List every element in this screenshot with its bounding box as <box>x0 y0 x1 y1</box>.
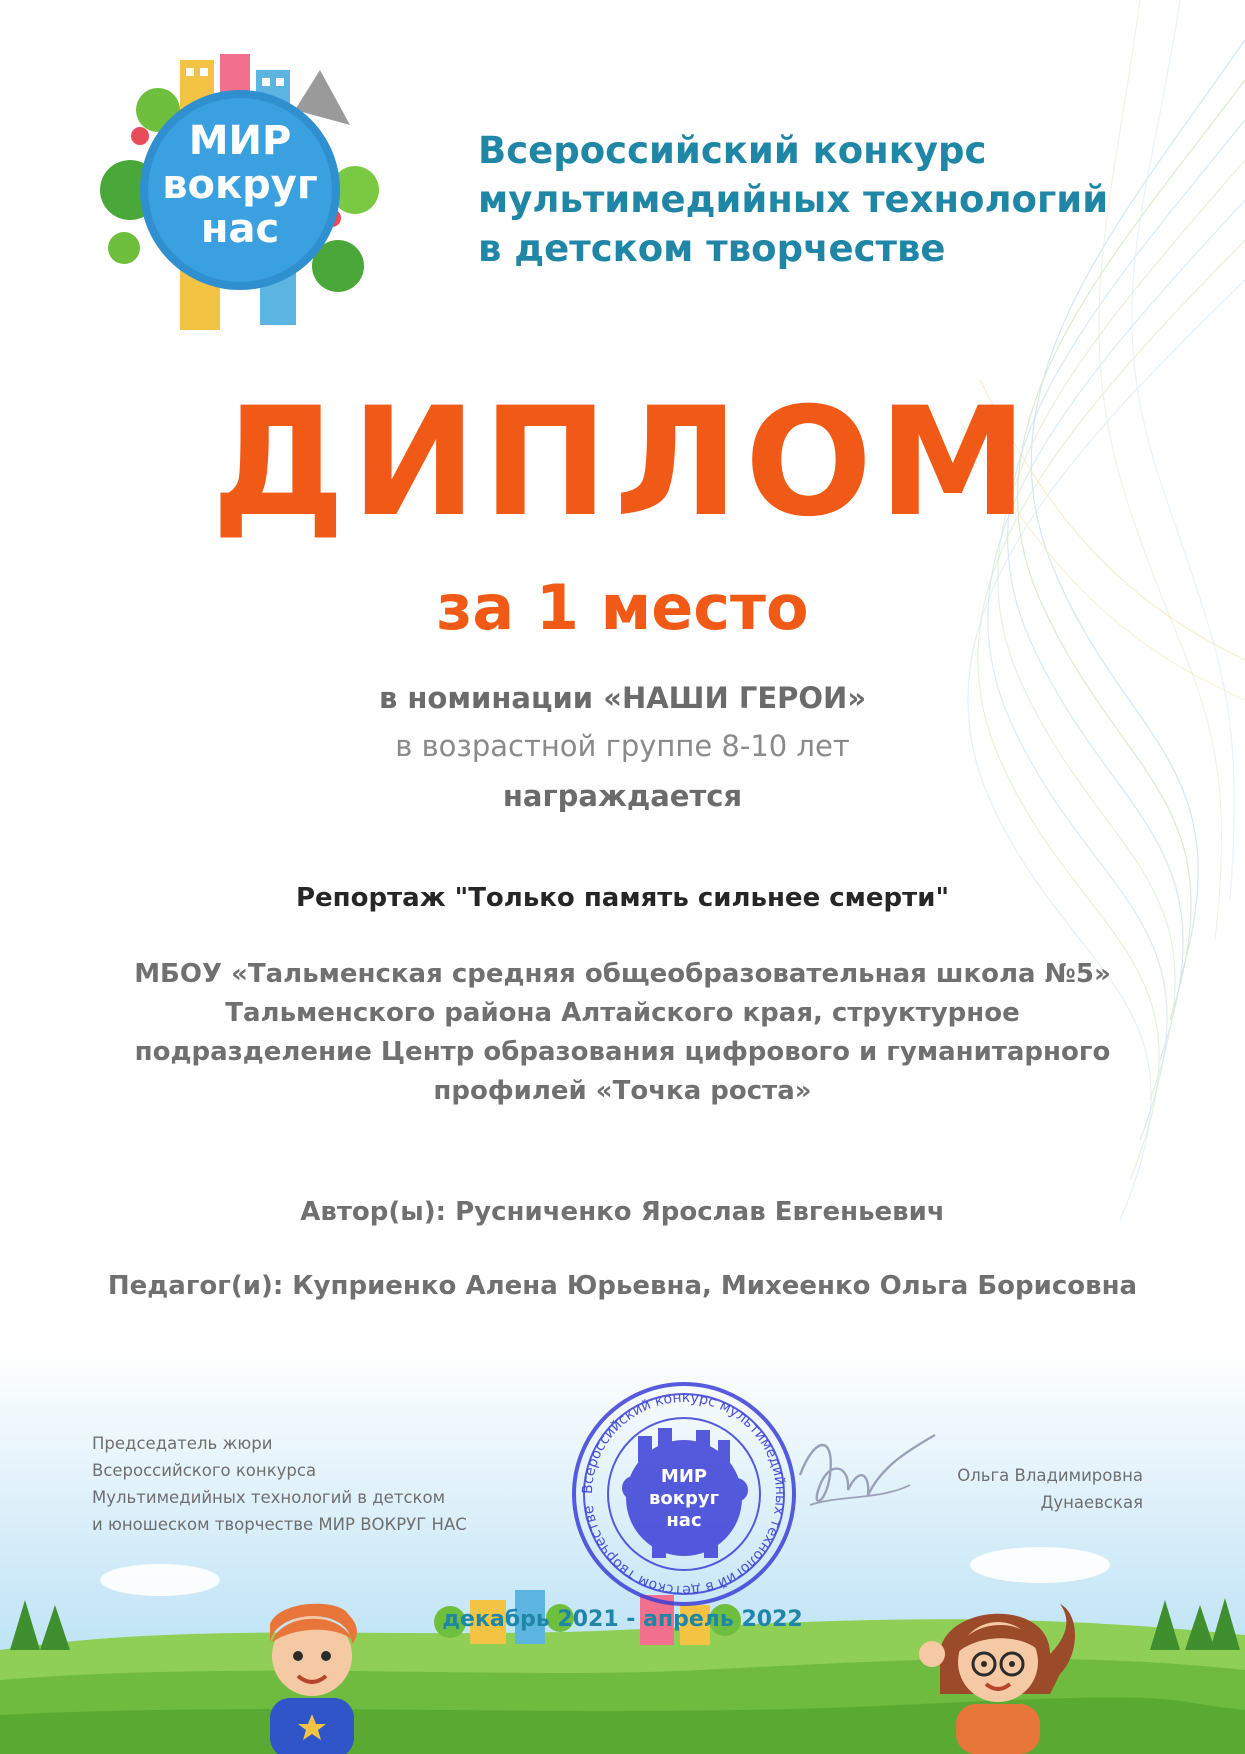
contest-title-line-3: в детском творчестве <box>478 227 946 270</box>
jury-chairman-block <box>92 1430 532 1538</box>
stamp-center-line-2: вокруг <box>649 1488 719 1509</box>
jury-chairman-line-3: Мультимедийных технологий в детском <box>92 1488 446 1507</box>
age-group-line: в возрастной группе 8-10 лет <box>395 729 850 763</box>
author-line: Автор(ы): Русниченко Ярослав Евгеньевич <box>300 1197 945 1227</box>
organization-block <box>60 955 1185 1111</box>
logo-text <box>70 40 410 340</box>
contest-title <box>478 126 1198 273</box>
work-title: Репортаж "Только память сильнее смерти" <box>295 883 949 913</box>
jury-chairman-line-4: и юношеском творчестве МИР ВОКРУГ НАС <box>92 1515 467 1534</box>
organization-line-3: подразделение Центр образования цифрового и гуманитарного <box>134 1037 1111 1067</box>
signer-line-2: Дунаевская <box>1040 1493 1143 1512</box>
teacher-line: Педагог(и): Куприенко Алена Юрьевна, Михеенко Ольга Борисовна <box>107 1271 1138 1301</box>
stamp-ring-text: Всероссийский конкурс мультимедийных технологий в детском творчестве <box>579 1389 789 1599</box>
jury-chairman-line-2: Всероссийского конкурса <box>92 1461 317 1480</box>
awarded-line: награждается <box>502 779 743 813</box>
contest-period: декабрь 2021 - апрель 2022 <box>442 1607 803 1632</box>
stamp-center-line-3: нас <box>666 1510 702 1531</box>
signer-name <box>880 1462 1143 1516</box>
contest-stamp <box>568 1378 800 1610</box>
organization-line-1: МБОУ «Тальменская средняя общеобразовательная школа №5» <box>134 959 1111 989</box>
place-line: за 1 место <box>436 571 809 644</box>
jury-chairman-line-1: Председатель жюри <box>92 1434 273 1453</box>
nomination-line: в номинации «НАШИ ГЕРОИ» <box>378 681 867 715</box>
organization-line-2: Тальменского района Алтайского края, структурное <box>225 998 1020 1028</box>
logo-line-3: нас <box>200 206 280 252</box>
logo-line-1: МИР <box>188 118 292 164</box>
diploma-title: ДИПЛОМ <box>211 376 1034 550</box>
contest-title-line-1: Всероссийский конкурс <box>478 129 987 172</box>
signer-line-1: Ольга Владимировна <box>957 1466 1143 1485</box>
organization-line-4: профилей «Точка роста» <box>433 1076 812 1106</box>
stamp-center-line-1: МИР <box>660 1466 708 1487</box>
contest-title-line-2: мультимедийных технологий <box>478 178 1109 221</box>
logo-line-2: вокруг <box>162 162 318 208</box>
